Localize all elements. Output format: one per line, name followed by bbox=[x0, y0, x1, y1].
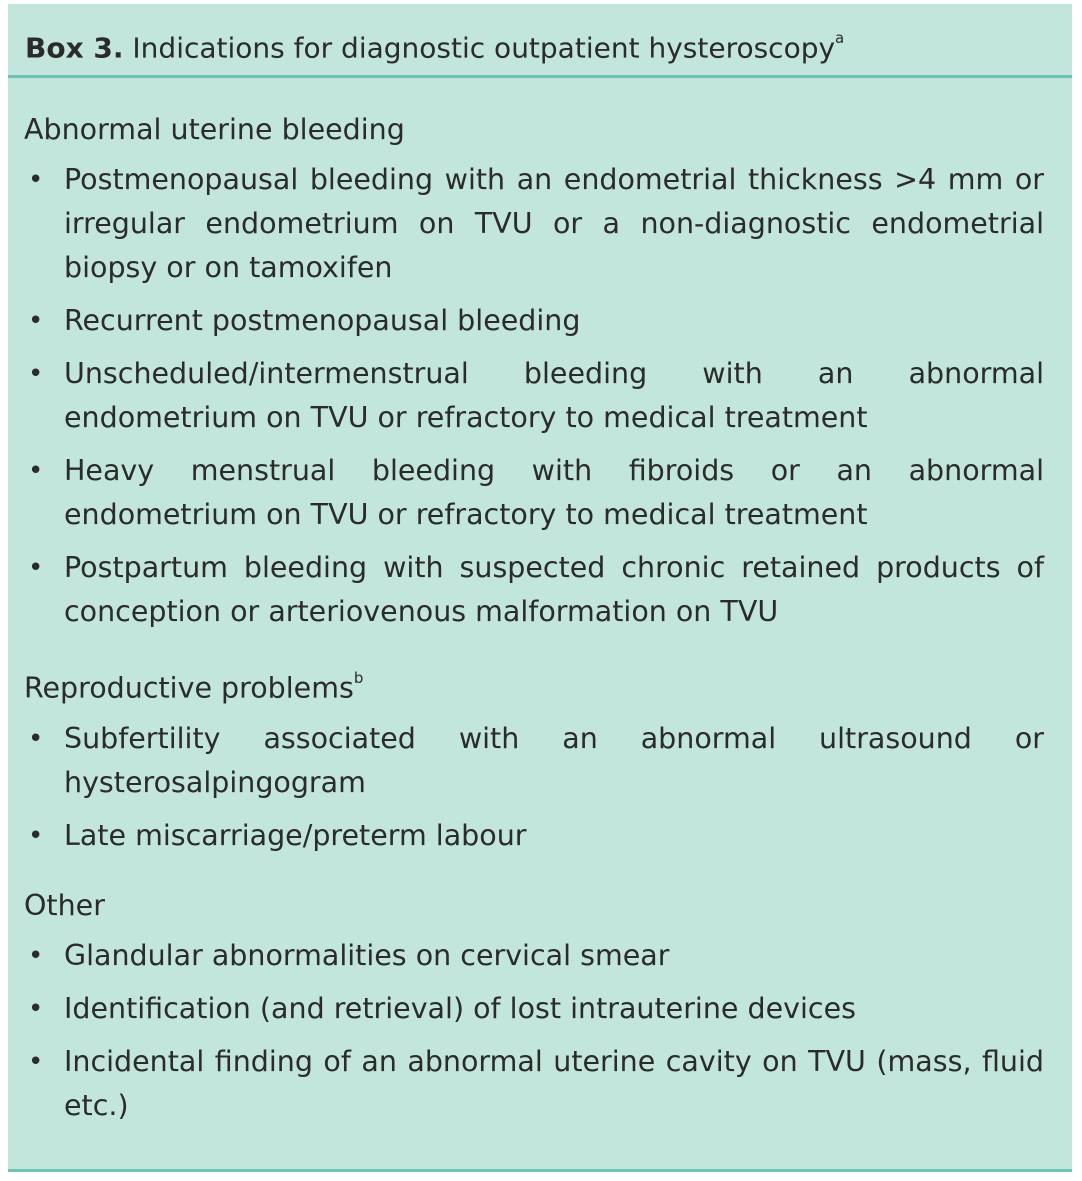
list-item-text: Identification (and retrieval) of lost intrauterine devices bbox=[64, 991, 856, 1025]
list-item bbox=[24, 934, 1044, 978]
indication-list bbox=[24, 717, 1044, 858]
list-item bbox=[24, 1040, 1044, 1128]
list-item bbox=[24, 987, 1044, 1031]
list-item bbox=[24, 717, 1044, 805]
indications-box bbox=[8, 4, 1072, 1172]
list-item-text: Recurrent postmenopausal bleeding bbox=[64, 304, 581, 337]
section-other bbox=[24, 884, 1044, 1128]
list-item bbox=[24, 299, 1044, 343]
section-heading bbox=[24, 660, 1044, 711]
bullet-icon: • bbox=[28, 456, 44, 486]
bullet-icon: • bbox=[28, 1046, 44, 1077]
bullet-icon: • bbox=[28, 940, 44, 971]
box-title: Indications for diagnostic outpatient hysteroscopy bbox=[132, 31, 836, 65]
list-item-text: Postpartum bleeding with suspected chronic retained products of conception or arteriovenous malformation on TVU bbox=[64, 551, 1044, 628]
list-item-text: Postmenopausal bleeding with an endometrial thickness >4 mm or irregular endometrium on TVU or a non-diagnostic endometrial biopsy or on tamoxifen bbox=[64, 163, 1044, 284]
box-header bbox=[8, 4, 1072, 78]
list-item bbox=[24, 546, 1044, 634]
bullet-icon: • bbox=[28, 820, 44, 851]
list-item-text: Glandular abnormalities on cervical smear bbox=[64, 938, 670, 972]
list-item bbox=[24, 352, 1044, 440]
list-item-text: Unscheduled/intermenstrual bleeding with an abnormal endometrium on TVU or refractory to medical treatment bbox=[64, 357, 1044, 434]
section-heading bbox=[24, 108, 1044, 152]
section-reproductive-problems bbox=[24, 660, 1044, 858]
bullet-icon: • bbox=[28, 553, 44, 583]
list-item-text: Heavy menstrual bleeding with fibroids or an abnormal endometrium on TVU or refractory to medical treatment bbox=[64, 454, 1044, 531]
section-heading bbox=[24, 884, 1044, 928]
list-item-text: Incidental finding of an abnormal uterine cavity on TVU (mass, fluid etc.) bbox=[64, 1044, 1044, 1122]
section-heading-text: Reproductive problems bbox=[24, 671, 354, 705]
bullet-icon: • bbox=[28, 359, 44, 389]
section-abnormal-uterine-bleeding bbox=[24, 108, 1044, 634]
list-item-text: Late miscarriage/preterm labour bbox=[64, 818, 527, 852]
list-item-text: Subfertility associated with an abnormal ultrasound or hysterosalpingogram bbox=[64, 721, 1044, 799]
list-item bbox=[24, 449, 1044, 537]
list-item bbox=[24, 158, 1044, 290]
section-heading-text: Other bbox=[24, 888, 105, 922]
box-number: Box 3. bbox=[25, 31, 124, 65]
bullet-icon: • bbox=[28, 306, 44, 336]
bullet-icon: • bbox=[28, 723, 44, 754]
section-heading-footnote-marker: b bbox=[353, 669, 364, 687]
box-body bbox=[8, 78, 1072, 1128]
list-item bbox=[24, 814, 1044, 858]
indication-list bbox=[24, 158, 1044, 634]
box-title-footnote-marker: a bbox=[835, 29, 845, 47]
bullet-icon: • bbox=[28, 165, 44, 195]
indication-list bbox=[24, 934, 1044, 1128]
bullet-icon: • bbox=[28, 993, 44, 1024]
section-heading-text: Abnormal uterine bleeding bbox=[24, 113, 405, 146]
